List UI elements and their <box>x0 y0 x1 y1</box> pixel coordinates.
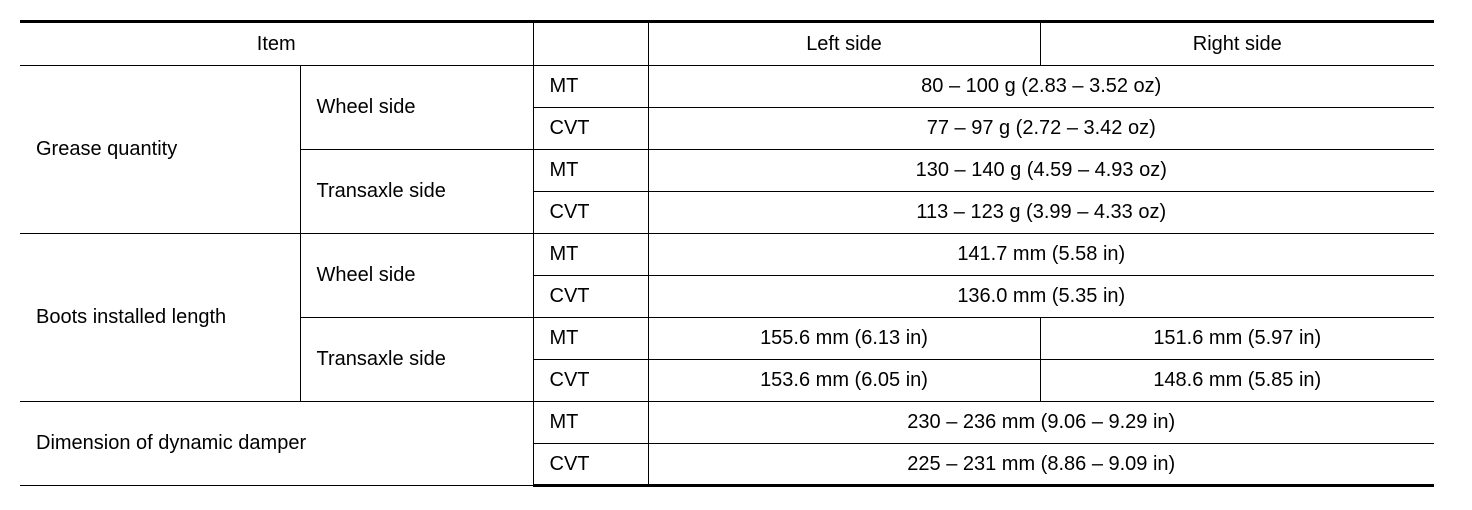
grease-wheel-cvt-code: CVT <box>533 108 648 150</box>
header-row <box>20 22 1434 66</box>
table-row <box>20 66 1434 108</box>
grease-transaxle-cvt-code: CVT <box>533 192 648 234</box>
damper-mt-value: 230 – 236 mm (9.06 – 9.29 in) <box>648 402 1434 444</box>
boots-wheel-cvt-code: CVT <box>533 276 648 318</box>
boots-transaxle-cvt-left: 153.6 mm (6.05 in) <box>648 360 1040 402</box>
boots-wheel-mt-value: 141.7 mm (5.58 in) <box>648 234 1434 276</box>
boots-transaxle-mt-left: 155.6 mm (6.13 in) <box>648 318 1040 360</box>
boots-transaxle-side-label: Transaxle side <box>300 318 533 402</box>
table-row <box>20 402 1434 444</box>
header-item: Item <box>20 22 533 66</box>
grease-wheel-side-label: Wheel side <box>300 66 533 150</box>
damper-mt-code: MT <box>533 402 648 444</box>
grease-wheel-mt-value: 80 – 100 g (2.83 – 3.52 oz) <box>648 66 1434 108</box>
grease-transaxle-mt-code: MT <box>533 150 648 192</box>
boots-length-label: Boots installed length <box>20 234 300 402</box>
boots-transaxle-mt-code: MT <box>533 318 648 360</box>
damper-cvt-code: CVT <box>533 444 648 486</box>
boots-transaxle-mt-right: 151.6 mm (5.97 in) <box>1040 318 1434 360</box>
table-row <box>20 234 1434 276</box>
grease-wheel-mt-code: MT <box>533 66 648 108</box>
grease-transaxle-mt-value: 130 – 140 g (4.59 – 4.93 oz) <box>648 150 1434 192</box>
header-blank <box>533 22 648 66</box>
header-left-side: Left side <box>648 22 1040 66</box>
damper-cvt-value: 225 – 231 mm (8.86 – 9.09 in) <box>648 444 1434 486</box>
boots-transaxle-cvt-code: CVT <box>533 360 648 402</box>
grease-quantity-label: Grease quantity <box>20 66 300 234</box>
grease-transaxle-side-label: Transaxle side <box>300 150 533 234</box>
boots-wheel-mt-code: MT <box>533 234 648 276</box>
grease-transaxle-cvt-value: 113 – 123 g (3.99 – 4.33 oz) <box>648 192 1434 234</box>
header-right-side: Right side <box>1040 22 1434 66</box>
grease-wheel-cvt-value: 77 – 97 g (2.72 – 3.42 oz) <box>648 108 1434 150</box>
boots-wheel-side-label: Wheel side <box>300 234 533 318</box>
boots-wheel-cvt-value: 136.0 mm (5.35 in) <box>648 276 1434 318</box>
damper-dimension-label: Dimension of dynamic damper <box>20 402 533 486</box>
spec-table <box>20 20 1434 487</box>
boots-transaxle-cvt-right: 148.6 mm (5.85 in) <box>1040 360 1434 402</box>
